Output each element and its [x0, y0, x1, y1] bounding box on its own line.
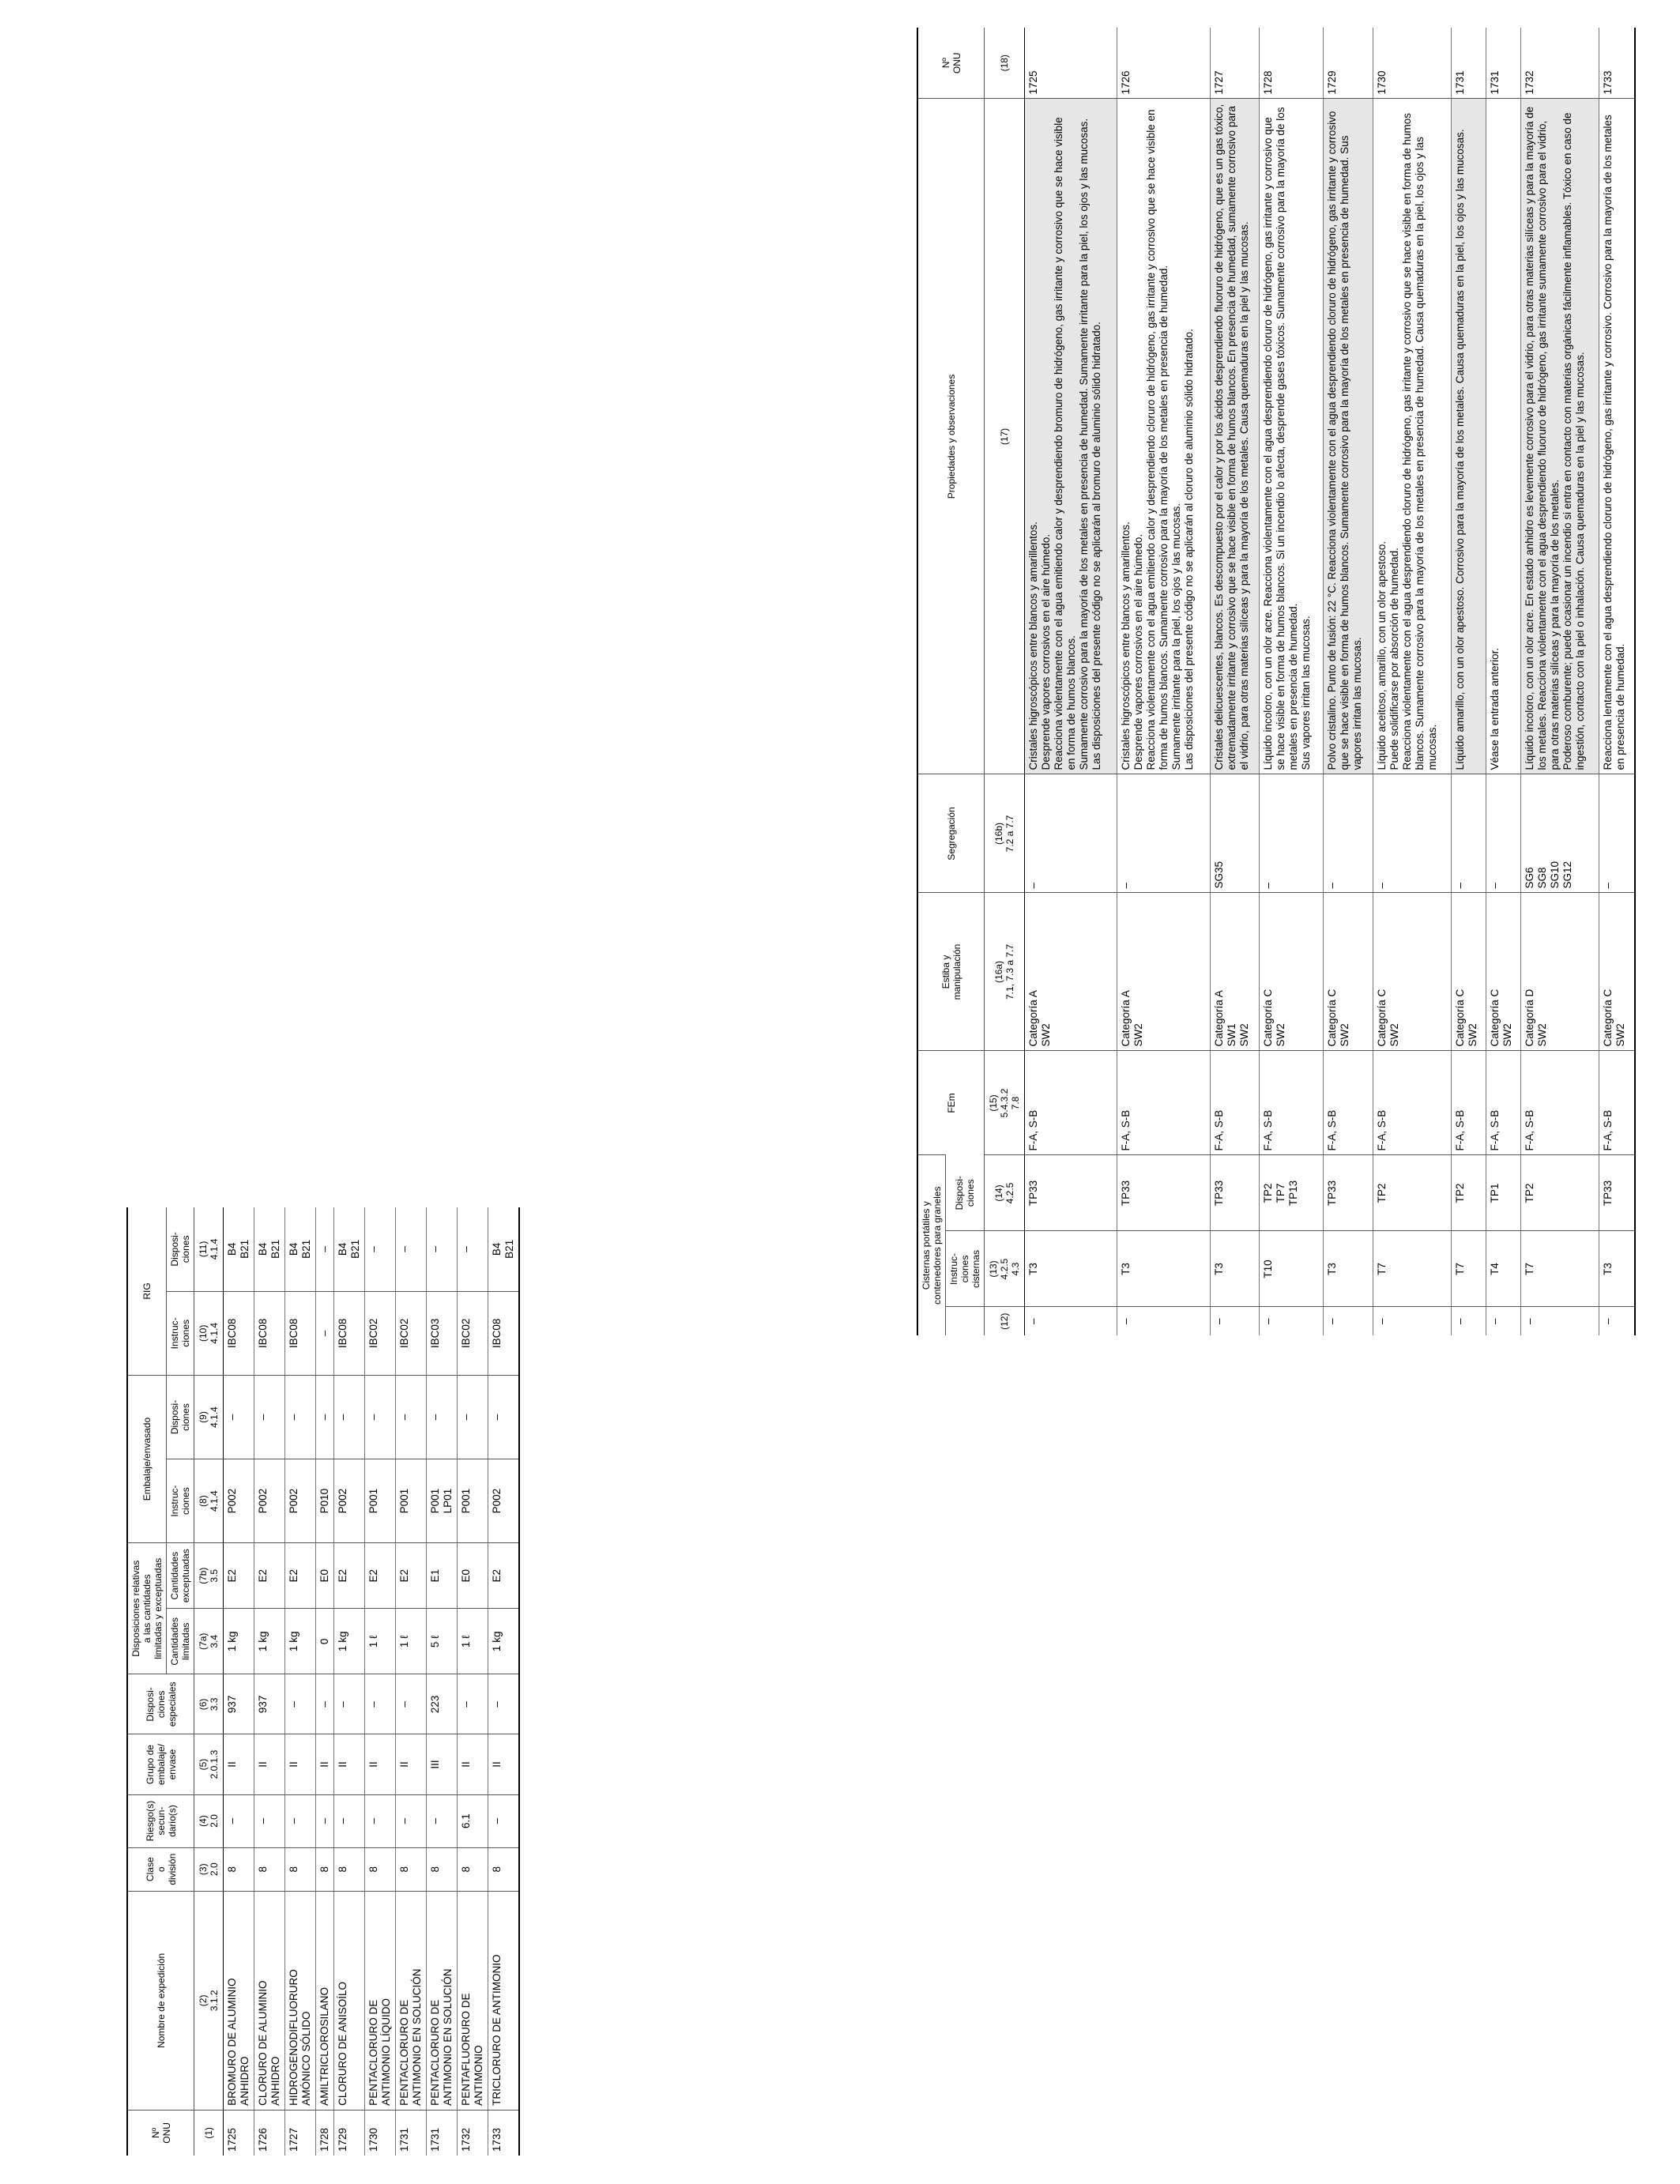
tank-provision: TP2	[1373, 1155, 1451, 1231]
special-provisions: 223	[427, 1674, 458, 1734]
tank-provision: TP2 TP7 TP13	[1260, 1155, 1324, 1231]
properties: Líquido incoloro, con un olor acre. Reacciona violentamente con el agua desprendiendo cloruro de hidrógeno, gas irritante y corrosivo que se hace visible en forma de humos blancos. Si un incendio lo afecta, desprende gases tóxicos. Sumamente corrosivo para la mayoría de los metales en presencia de humedad. Sus vapores irritan las mucosas.	[1260, 99, 1324, 774]
excepted-quantity: E2	[365, 1543, 396, 1609]
shipping-name: BROMURO DE ALUMINIO ANHIDRO	[224, 1891, 254, 2110]
tank-instruction: T7	[1521, 1231, 1599, 1307]
subsidiary-risk: –	[396, 1794, 427, 1847]
header-un-no: Nº ONU	[127, 2110, 194, 2156]
stowage: Categoría D SW2	[1521, 893, 1599, 1051]
header-ibc: RIG	[127, 1207, 167, 1375]
column-number: (7a) 3.4	[194, 1609, 224, 1674]
header-col12	[946, 1307, 985, 1335]
packing-instruction: P001	[396, 1459, 427, 1543]
un-number: 1728	[1262, 70, 1275, 95]
properties: Reacciona lentamente con el agua desprendiendo cloruro de hidrógeno, gas irritante y corrosivo. Corrosivo para la mayoría de los metales en presencia de humedad.	[1599, 99, 1635, 774]
header-ems: FEm	[917, 1051, 985, 1155]
packing-provision: –	[254, 1375, 285, 1459]
properties: Cristales delicuescentes, blancos. Es descompuesto por el calor y por los ácidos desprendiendo fluoruro de hidrógeno, que es un gas tóxico, extremadamente irritante y corrosivo que se hace visible en forma de humos blancos. En presencia de humedad, sumamente corrosivo para el vidrio, para otras materias silíceas y para la mayoría de los metales. Causa quemaduras en la piel y las mucosas.	[1210, 99, 1260, 774]
ibc-provision: –	[318, 1246, 330, 1252]
shipping-name: CLORURO DE ALUMINIO ANHIDRO	[254, 1891, 285, 2110]
un-number: 1731	[396, 2110, 427, 2156]
tank-provision: TP33	[1210, 1155, 1260, 1231]
header-limited-excepted: Disposiciones relativas a las cantidades limitadas y exceptuadas	[127, 1543, 167, 1674]
packing-instruction: P002	[285, 1459, 316, 1543]
column-number: (3) 2.0	[194, 1847, 224, 1891]
column-number-row	[194, 1207, 224, 2156]
table-row	[316, 1207, 334, 2156]
special-provisions: –	[316, 1674, 334, 1734]
packing-provision: –	[285, 1375, 316, 1459]
header-subsidiary-risk: Riesgo(s) secun- dario(s)	[127, 1794, 194, 1847]
limited-quantity: 1 kg	[285, 1609, 316, 1674]
ibc-instruction: IBC08	[224, 1291, 254, 1375]
ibc-provision: B4 B21	[337, 1239, 361, 1259]
class: 8	[427, 1847, 458, 1891]
un-number: 1728	[316, 2110, 334, 2156]
table-row	[1025, 28, 1117, 1335]
excepted-quantity: E2	[254, 1543, 285, 1609]
class: 8	[396, 1847, 427, 1891]
shipping-name: AMILTRICLOROSILANO	[316, 1891, 334, 2110]
shipping-name: CLORURO DE ANISOÍLO	[334, 1891, 365, 2110]
special-provisions: –	[334, 1674, 365, 1734]
table-row	[1599, 28, 1635, 1335]
header-packing-provisions: Disposi- ciones	[167, 1375, 194, 1459]
segregation: –	[1117, 774, 1210, 893]
packing-provision: –	[488, 1375, 520, 1459]
col12: –	[1025, 1307, 1117, 1335]
segregation: SG35	[1210, 774, 1260, 893]
ibc-instruction: IBC02	[396, 1291, 427, 1375]
un-number: 1730	[1375, 70, 1388, 95]
packing-group: II	[285, 1734, 316, 1794]
class: 8	[458, 1847, 488, 1891]
packing-provision: –	[427, 1375, 458, 1459]
un-number: 1727	[285, 2110, 316, 2156]
ibc-provision: –	[367, 1246, 379, 1252]
packing-group: II	[334, 1734, 365, 1794]
table-row	[458, 1207, 488, 2156]
special-provisions: –	[458, 1674, 488, 1734]
limited-quantity: 1 ℓ	[458, 1609, 488, 1674]
un-number: 1732	[1524, 70, 1536, 95]
limited-quantity: 1 kg	[488, 1609, 520, 1674]
tank-instruction: T3	[1599, 1231, 1635, 1307]
special-provisions: –	[365, 1674, 396, 1734]
stowage: Categoría C SW2	[1451, 893, 1486, 1051]
packing-group: II	[458, 1734, 488, 1794]
packing-group: II	[365, 1734, 396, 1794]
ems: F-A, S-B	[1451, 1051, 1486, 1155]
col12: –	[1486, 1307, 1521, 1335]
limited-quantity: 5 ℓ	[427, 1609, 458, 1674]
subsidiary-risk: –	[224, 1794, 254, 1847]
segregation: –	[1025, 774, 1117, 893]
un-number: 1727	[1212, 70, 1225, 95]
packing-instruction: P001 LP01	[427, 1459, 458, 1543]
header-special-provisions: Disposi- ciones especiales	[127, 1674, 194, 1734]
ibc-instruction: IBC02	[365, 1291, 396, 1375]
shipping-name: PENTACLORURO DE ANTIMONIO LÍQUIDO	[365, 1891, 396, 2110]
column-number-row-right	[985, 28, 1025, 1335]
ems: F-A, S-B	[1260, 1051, 1324, 1155]
class: 8	[365, 1847, 396, 1891]
ems: F-A, S-B	[1117, 1051, 1210, 1155]
packing-group: II	[224, 1734, 254, 1794]
shipping-name: TRICLORURO DE ANTIMONIO	[488, 1891, 520, 2110]
packing-provision: –	[396, 1375, 427, 1459]
table-row	[1451, 28, 1486, 1335]
stowage: Categoría C SW2	[1373, 893, 1451, 1051]
header-un-no-right: Nº ONU	[917, 28, 985, 99]
header-stowage: Estiba y manipulación	[917, 893, 985, 1051]
left-table-body	[224, 1207, 520, 2156]
segregation: –	[1599, 774, 1635, 893]
column-number: (5) 2.0.1.3	[194, 1734, 224, 1794]
column-number: (11) 4.1.4	[194, 1207, 224, 1291]
stowage: Categoría C SW2	[1323, 893, 1373, 1051]
table-row	[254, 1207, 285, 2156]
packing-instruction: P010	[316, 1459, 334, 1543]
limited-quantity: 1 kg	[334, 1609, 365, 1674]
tank-provision: TP33	[1323, 1155, 1373, 1231]
ems: F-A, S-B	[1210, 1051, 1260, 1155]
ems: F-A, S-B	[1486, 1051, 1521, 1155]
tank-provision: TP33	[1599, 1155, 1635, 1231]
tank-instruction: T3	[1025, 1231, 1117, 1307]
un-number: 1726	[1120, 70, 1132, 95]
ems: F-A, S-B	[1323, 1051, 1373, 1155]
properties: Cristales higroscópicos entre blancos y amarillentos. Desprende vapores corrosivos en el aire húmedo. Reacciona violentamente con el agua emitiendo calor y desprendiendo cloruro de hidrógeno, gas irritante y corrosivo que se hace visible en forma de humos blancos. Sumamente corrosivo para la mayoría de los metales en presencia de humedad. Sumamente irritante para la piel, los ojos y las mucosas. Las disposiciones del presente código no se aplicarán al cloruro de aluminio sólido hidratado.	[1117, 99, 1210, 774]
excepted-quantity: E2	[334, 1543, 365, 1609]
excepted-quantity: E2	[285, 1543, 316, 1609]
col12: –	[1451, 1307, 1486, 1335]
column-number: (10) 4.1.4	[194, 1291, 224, 1375]
packing-provision: –	[316, 1375, 334, 1459]
shipping-name: PENTACLORURO DE ANTIMONIO EN SOLUCIÓN	[427, 1891, 458, 2110]
limited-quantity: 1 ℓ	[365, 1609, 396, 1674]
table-row	[334, 1207, 365, 2156]
column-number: (13) 4.2.5 4.3	[985, 1231, 1025, 1307]
column-number: (17)	[985, 99, 1025, 774]
ibc-provision: B4 B21	[226, 1239, 250, 1259]
properties: Polvo cristalino. Punto de fusión: 22 °C. Reacciona violentamente con el agua desprendiendo cloruro de hidrógeno, gas irritante y corrosivo que se hace visible en forma de humos blancos. Sumamente corrosivo para la mayoría de los metales en presencia de humedad. Sus vapores irritan las mucosas.	[1323, 99, 1373, 774]
ibc-provision: –	[429, 1246, 441, 1252]
table-row	[1323, 28, 1373, 1335]
stowage: Categoría A SW2	[1117, 893, 1210, 1051]
excepted-quantity: E0	[458, 1543, 488, 1609]
ems: F-A, S-B	[1521, 1051, 1599, 1155]
tank-instruction: T7	[1451, 1231, 1486, 1307]
table-row	[1373, 28, 1451, 1335]
col12: –	[1210, 1307, 1260, 1335]
segregation: –	[1451, 774, 1486, 893]
dangerous-goods-table-left	[126, 1207, 520, 2156]
excepted-quantity: E2	[396, 1543, 427, 1609]
table-row	[1117, 28, 1210, 1335]
un-number: 1731	[1453, 70, 1466, 95]
stowage: Categoría A SW1 SW2	[1210, 893, 1260, 1051]
col12: –	[1599, 1307, 1635, 1335]
subsidiary-risk: –	[427, 1794, 458, 1847]
ibc-provision: B4 B21	[491, 1239, 515, 1259]
special-provisions: 937	[224, 1674, 254, 1734]
ibc-instruction: –	[316, 1291, 334, 1375]
class: 8	[285, 1847, 316, 1891]
ems: F-A, S-B	[1025, 1051, 1117, 1155]
packing-instruction: P002	[334, 1459, 365, 1543]
column-number: (16a) 7.1, 7.3 a 7.7	[985, 893, 1025, 1051]
tank-provision: TP33	[1117, 1155, 1210, 1231]
column-number: (18)	[985, 28, 1025, 99]
special-provisions: 937	[254, 1674, 285, 1734]
header-packing-instructions: Instruc- ciones	[167, 1459, 194, 1543]
un-number: 1729	[1325, 70, 1338, 95]
un-number: 1725	[224, 2110, 254, 2156]
packing-provision: –	[224, 1375, 254, 1459]
column-number: (15) 5.4.3.2 7.8	[985, 1051, 1025, 1155]
subsidiary-risk: –	[285, 1794, 316, 1847]
header-tank-provisions: Disposi- ciones	[946, 1155, 985, 1231]
header-packing: Embalaje/envasado	[127, 1375, 167, 1542]
packing-group: II	[396, 1734, 427, 1794]
header-portable-tanks: Cisternas portátiles y contenedores para graneles	[917, 1155, 946, 1335]
table-row	[224, 1207, 254, 2156]
table-row	[1486, 28, 1521, 1335]
stowage: Categoría C SW2	[1486, 893, 1521, 1051]
un-number: 1733	[488, 2110, 520, 2156]
segregation: –	[1260, 774, 1324, 893]
subsidiary-risk: –	[316, 1794, 334, 1847]
class: 8	[254, 1847, 285, 1891]
subsidiary-risk: –	[365, 1794, 396, 1847]
properties: Véase la entrada anterior.	[1486, 99, 1521, 774]
properties: Líquido incoloro, con un olor acre. En estado anhidro es levemente corrosivo para el vidrio, para otras materias silíceas y para la mayoría de los metales. Reacciona violentamente con el agua desprendiendo fluoruro de hidrógeno, gas irritante sumamente corrosivo para el vidrio, para otras materias silíceas y para la mayoría de los metales. Poderoso comburente; puede ocasionar un incendio si entra en contacto con materias orgánicas fácilmente inflamables. Tóxico en caso de ingestión, contacto con la piel o inhalación. Causa quemaduras en la piel y las mucosas.	[1521, 99, 1599, 774]
ibc-instruction: IBC03	[427, 1291, 458, 1375]
packing-provision: –	[334, 1375, 365, 1459]
shipping-name: PENTAFLUORURO DE ANTIMONIO	[458, 1891, 488, 2110]
tank-instruction: T10	[1260, 1231, 1324, 1307]
properties: Líquido amarillo, con un olor apestoso. Corrosivo para la mayoría de los metales. Causa quemaduras en la piel, los ojos y las mucosas.	[1451, 99, 1486, 774]
ibc-instruction: IBC08	[285, 1291, 316, 1375]
un-number: 1725	[1027, 70, 1039, 95]
column-number: (12)	[985, 1307, 1025, 1335]
segregation: –	[1373, 774, 1451, 893]
segregation: SG6 SG8 SG10 SG12	[1521, 774, 1599, 893]
ibc-instruction: IBC08	[334, 1291, 365, 1375]
column-number: (1)	[194, 2110, 224, 2156]
tank-instruction: T3	[1323, 1231, 1373, 1307]
segregation: –	[1486, 774, 1521, 893]
un-number: 1726	[254, 2110, 285, 2156]
limited-quantity: 0	[316, 1609, 334, 1674]
class: 8	[224, 1847, 254, 1891]
tank-provision: TP33	[1025, 1155, 1117, 1231]
packing-instruction: P002	[224, 1459, 254, 1543]
col12: –	[1323, 1307, 1373, 1335]
column-number: (9) 4.1.4	[194, 1375, 224, 1459]
dangerous-goods-table-right	[917, 28, 1636, 1335]
header-properties: Propiedades y observaciones	[917, 99, 985, 774]
subsidiary-risk: 6.1	[458, 1794, 488, 1847]
ibc-provision: B4 B21	[288, 1239, 312, 1259]
column-number: (16b) 7.2 a 7.7	[985, 774, 1025, 893]
excepted-quantity: E0	[316, 1543, 334, 1609]
header-tank-instructions: Instruc- ciones cisternas	[946, 1231, 985, 1307]
table-row	[1260, 28, 1324, 1335]
excepted-quantity: E2	[224, 1543, 254, 1609]
header-shipping-name: Nombre de expedición	[127, 1891, 194, 2110]
special-provisions: –	[285, 1674, 316, 1734]
un-number: 1732	[458, 2110, 488, 2156]
un-number: 1733	[1602, 70, 1614, 95]
header-segregation: Segregación	[917, 774, 985, 893]
column-number: (7b) 3.5	[194, 1543, 224, 1609]
limited-quantity: 1 kg	[254, 1609, 285, 1674]
packing-group: II	[254, 1734, 285, 1794]
packing-instruction: P001	[365, 1459, 396, 1543]
packing-provision: –	[458, 1375, 488, 1459]
col12: –	[1260, 1307, 1324, 1335]
packing-group: III	[427, 1734, 458, 1794]
table-row	[427, 1207, 458, 2156]
tank-provision: TP2	[1521, 1155, 1599, 1231]
ibc-instruction: IBC08	[254, 1291, 285, 1375]
excepted-quantity: E2	[488, 1543, 520, 1609]
packing-provision: –	[365, 1375, 396, 1459]
column-number: (8) 4.1.4	[194, 1459, 224, 1543]
right-table-body	[1025, 28, 1636, 1335]
header-class: Clase o división	[127, 1847, 194, 1891]
ems: F-A, S-B	[1599, 1051, 1635, 1155]
subsidiary-risk: –	[488, 1794, 520, 1847]
header-excepted-qty: Cantidades exceptuadas	[167, 1543, 194, 1609]
un-number: 1731	[1489, 70, 1501, 95]
shipping-name: PENTACLORURO DE ANTIMONIO EN SOLUCIÓN	[396, 1891, 427, 2110]
properties: Cristales higroscópicos entre blancos y amarillentos. Desprende vapores corrosivos en el aire húmedo. Reacciona violentamente con el agua emitiendo calor y desprendiendo bromuro de hidrógeno, gas irritante y corrosivo que se hace visible en forma de humos blancos. Sumamente corrosivo para la mayoría de los metales en presencia de humedad. Sumamente irritante para la piel, los ojos y las mucosas. Las disposiciones del presente código no se aplicarán al bromuro de aluminio sólido hidratado.	[1025, 99, 1117, 774]
ems: F-A, S-B	[1373, 1051, 1451, 1155]
column-number: (14) 4.2.5	[985, 1155, 1025, 1231]
ibc-provision: B4 B21	[257, 1239, 281, 1259]
properties: Líquido aceitoso, amarillo, con un olor apestoso. Puede solidificarse por absorción de humedad. Reacciona violentamente con el agua desprendiendo cloruro de hidrógeno, gas irritante y corrosivo que se hace visible en forma de humos blancos. Sumamente corrosivo para la mayoría de los metales en presencia de humedad. Causa quemaduras en la piel, los ojos y las mucosas.	[1373, 99, 1451, 774]
tank-instruction: T7	[1373, 1231, 1451, 1307]
table-row	[1521, 28, 1599, 1335]
subsidiary-risk: –	[254, 1794, 285, 1847]
left-table-panel	[126, 1207, 515, 2156]
tank-provision: TP1	[1486, 1155, 1521, 1231]
subsidiary-risk: –	[334, 1794, 365, 1847]
table-row	[488, 1207, 520, 2156]
tank-provision: TP2	[1451, 1155, 1486, 1231]
packing-instruction: P001	[458, 1459, 488, 1543]
column-number: (4) 2.0	[194, 1794, 224, 1847]
packing-group: II	[488, 1734, 520, 1794]
header-limited-qty: Cantidades limitadas	[167, 1609, 194, 1674]
packing-group: II	[316, 1734, 334, 1794]
special-provisions: –	[488, 1674, 520, 1734]
table-row	[285, 1207, 316, 2156]
class: 8	[334, 1847, 365, 1891]
tank-instruction: T4	[1486, 1231, 1521, 1307]
table-row	[365, 1207, 396, 2156]
ibc-instruction: IBC08	[488, 1291, 520, 1375]
ibc-provision: –	[460, 1246, 472, 1252]
column-number: (6) 3.3	[194, 1674, 224, 1734]
un-number: 1731	[427, 2110, 458, 2156]
packing-instruction: P002	[488, 1459, 520, 1543]
col12: –	[1521, 1307, 1599, 1335]
class: 8	[488, 1847, 520, 1891]
header-ibc-provisions: Disposi- ciones	[167, 1207, 194, 1291]
segregation: –	[1323, 774, 1373, 893]
header-ibc-instructions: Instruc- ciones	[167, 1291, 194, 1375]
tank-instruction: T3	[1117, 1231, 1210, 1307]
un-number: 1729	[334, 2110, 365, 2156]
column-number: (2) 3.1.2	[194, 1891, 224, 2110]
class: 8	[316, 1847, 334, 1891]
tank-instruction: T3	[1210, 1231, 1260, 1307]
un-number: 1730	[365, 2110, 396, 2156]
limited-quantity: 1 kg	[224, 1609, 254, 1674]
ibc-provision: –	[398, 1246, 410, 1252]
special-provisions: –	[396, 1674, 427, 1734]
table-row	[1210, 28, 1260, 1335]
excepted-quantity: E1	[427, 1543, 458, 1609]
ibc-instruction: IBC02	[458, 1291, 488, 1375]
col12: –	[1373, 1307, 1451, 1335]
stowage: Categoría C SW2	[1599, 893, 1635, 1051]
limited-quantity: 1 ℓ	[396, 1609, 427, 1674]
header-packing-group: Grupo de embalaje/ envase	[127, 1734, 194, 1794]
table-row	[396, 1207, 427, 2156]
packing-instruction: P002	[254, 1459, 285, 1543]
stowage: Categoría A SW2	[1025, 893, 1117, 1051]
col12: –	[1117, 1307, 1210, 1335]
stowage: Categoría C SW2	[1260, 893, 1324, 1051]
shipping-name: HIDROGENODIFLUORURO AMÓNICO SÓLIDO	[285, 1891, 316, 2110]
right-table-panel	[917, 28, 1636, 1335]
